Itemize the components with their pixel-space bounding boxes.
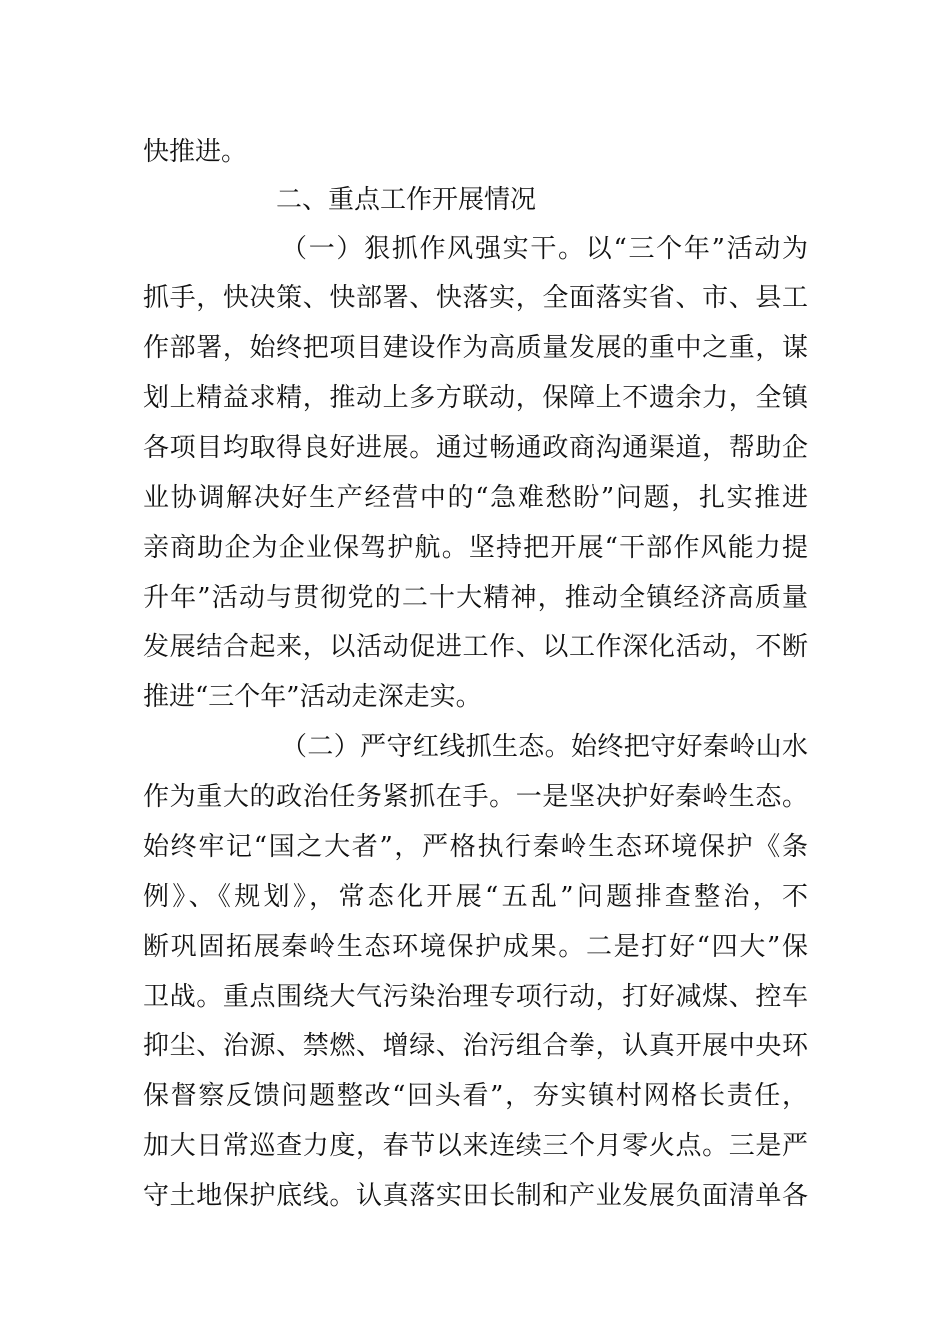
- paragraph-line: 始终牢记“国之大者”，严格执行秦岭生态环境保护《条: [143, 832, 808, 862]
- paragraph-line: 升年”活动与贯彻党的二十大精神，推动全镇经济高质量: [143, 583, 808, 613]
- paragraph-line: 卫战。重点围绕大气污染治理专项行动，打好减煤、控车: [143, 982, 808, 1012]
- paragraph-line: 推进“三个年”活动走深走实。: [143, 682, 482, 712]
- paragraph-line: 例》、《规划》，常态化开展“五乱”问题排查整治，不: [143, 882, 808, 912]
- paragraph-line: 断巩固拓展秦岭生态环境保护成果。二是打好“四大”保: [143, 932, 808, 962]
- paragraph-line: 亲商助企为企业保驾护航。坚持把开展“干部作风能力提: [143, 533, 808, 563]
- paragraph-line: 各项目均取得良好进展。通过畅通政商沟通渠道，帮助企: [143, 433, 808, 463]
- paragraph-line: 作部署，始终把项目建设作为高质量发展的重中之重，谋: [143, 333, 808, 363]
- paragraph-line: 守土地保护底线。认真落实田长制和产业发展负面清单各: [143, 1181, 808, 1211]
- carryover-line: 快推进。: [143, 137, 248, 167]
- paragraph-line: 发展结合起来，以活动促进工作、以工作深化活动，不断: [143, 632, 808, 662]
- section-heading: 二、重点工作开展情况: [276, 185, 537, 215]
- paragraph-line: 业协调解决好生产经营中的“急难愁盼”问题，扎实推进: [143, 483, 808, 513]
- paragraph-line: 划上精益求精，推动上多方联动，保障上不遗余力，全镇: [143, 383, 808, 413]
- paragraph-line: （二）严守红线抓生态。始终把守好秦岭山水: [281, 732, 808, 762]
- paragraph-line: 抑尘、治源、禁燃、增绿、治污组合拳，认真开展中央环: [143, 1031, 808, 1061]
- paragraph-line: 加大日常巡查力度，春节以来连续三个月零火点。三是严: [143, 1131, 808, 1161]
- paragraph-line: 保督察反馈问题整改“回头看”，夯实镇村网格长责任，: [143, 1081, 808, 1111]
- paragraph-line: （一）狠抓作风强实干。以“三个年”活动为: [281, 234, 808, 264]
- paragraph-line: 抓手，快决策、快部署、快落实，全面落实省、市、县工: [143, 283, 808, 313]
- paragraph-line: 作为重大的政治任务紧抓在手。一是坚决护好秦岭生态。: [143, 782, 808, 812]
